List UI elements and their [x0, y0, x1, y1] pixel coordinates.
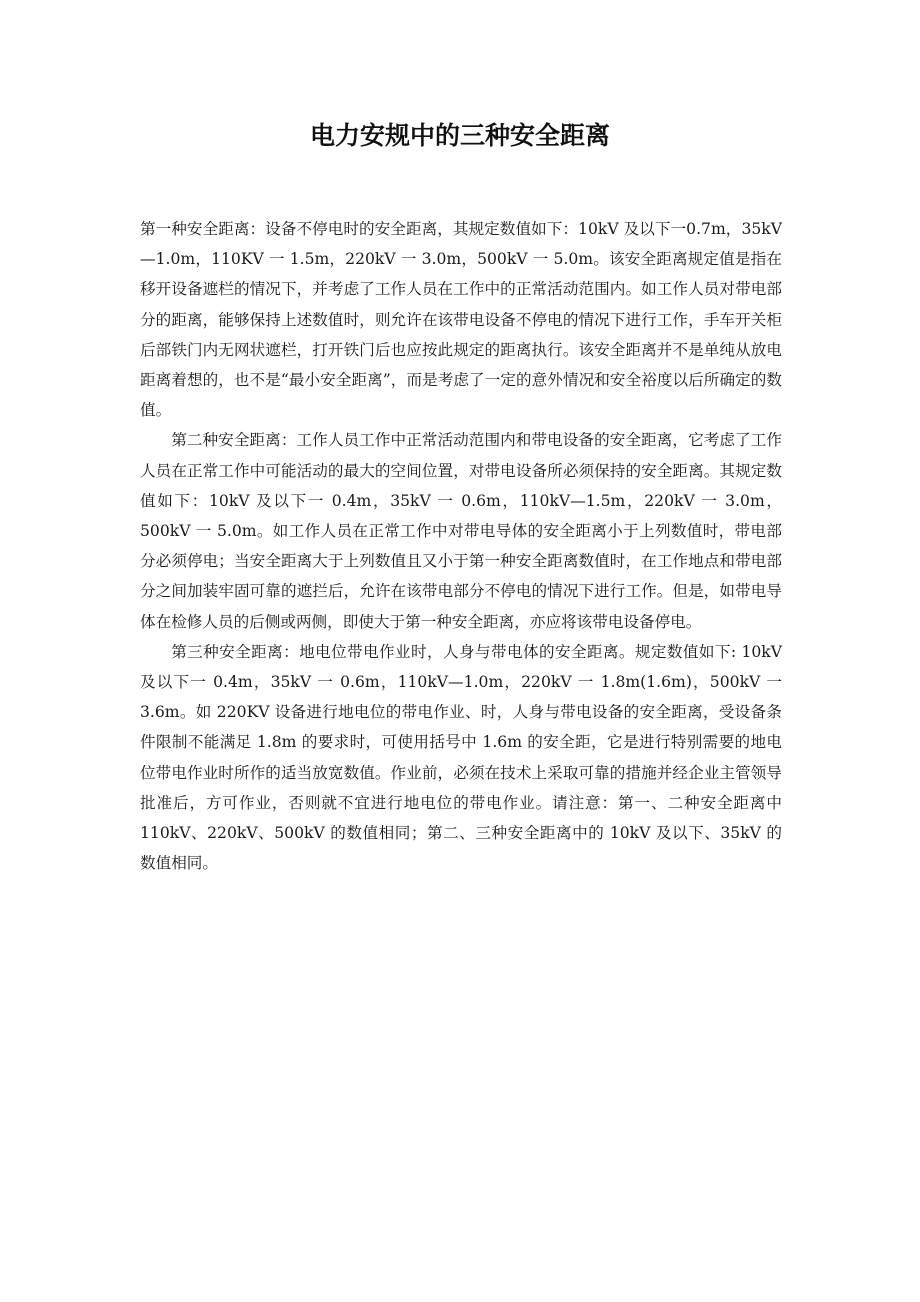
paragraph-third-safety-distance: 第三种安全距离：地电位带电作业时，人身与带电体的安全距离。规定数值如下: 10kV 及以下一 0.4m，35kV 一 0.6m，110kV—1.0m，220kV 一 1.8m(1.6m)，500kV 一 3.6m。如 220KV 设备进行地电位的带电作业、时，人身与带电设备的安全距离，受设备条件限制不能满足 1.8m 的要求时，可使用括号中 1.6m 的安全距，它是进行特别需要的地电位带电作业时所作的适当放宽数值。作业前，必须在技术上采取可靠的措施并经企业主管领导批准后，方可作业，否则就不宜进行地电位的带电作业。请注意：第一、二种安全距离中 110kV、220kV、500kV 的数值相同；第二、三种安全距离中的 10kV 及以下、35kV 的数值相同。 — [140, 642, 782, 873]
document-title: 电力安规中的三种安全距离 — [309, 121, 610, 150]
document-body — [140, 214, 782, 878]
paragraph-second-safety-distance: 第二种安全距离：工作人员工作中正常活动范围内和带电设备的安全距离，它考虑了工作人员在正常工作中可能活动的最大的空间位置，对带电设备所必须保持的安全距离。其规定数值如下：10kV 及以下一 0.4m，35kV 一 0.6m，110kV—1.5m，220kV 一 3.0m，500kV 一 5.0m。如工作人员在正常工作中对带电导体的安全距离小于上列数值时，带电部分必须停电；当安全距离大于上列数值且又小于第一种安全距离数值时，在工作地点和带电部分之间加装牢固可靠的遮拦后，允许在该带电部分不停电的情况下进行工作。但是，如带电导体在检修人员的后侧或两侧，即使大于第一种安全距离，亦应将该带电设备停电。 — [140, 431, 782, 631]
paragraph-first-safety-distance: 第一种安全距离：设备不停电时的安全距离，其规定数值如下：10kV 及以下一0.7m，35kV—1.0m，110KV 一 1.5m，220kV 一 3.0m，500kV 一 5.0m。该安全距离规定值是指在移开设备遮栏的情况下，并考虑了工作人员在工作中的正常活动范围内。如工作人员对带电部分的距离，能够保持上述数值时，则允许在该带电设备不停电的情况下进行工作，手车开关柜后部铁门内无网状遮栏，打开铁门后也应按此规定的距离执行。该安全距离并不是单纯从放电距离着想的，也不是“最小安全距离”，而是考虑了一定的意外情况和安全裕度以后所确定的数值。 — [140, 220, 782, 420]
